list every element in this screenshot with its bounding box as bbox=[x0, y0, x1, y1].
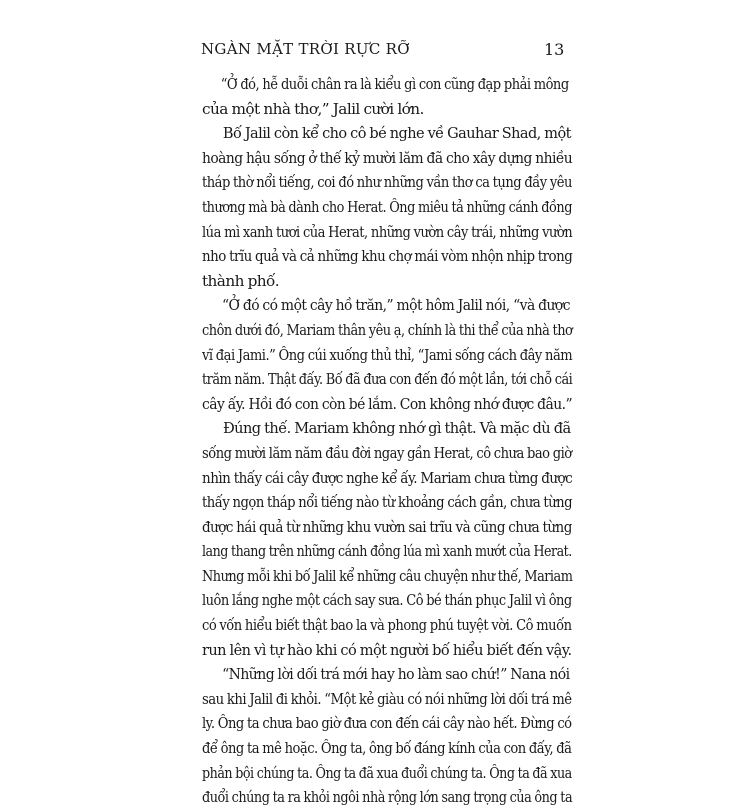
text-line: “Ở đó có một cây hồ trăn,” một hôm Jalil nói, “và được bbox=[221, 296, 570, 315]
text-line: nhìn thấy cái cây được nghe kể ấy. Mariam chưa từng được bbox=[202, 468, 573, 487]
text-line: lúa mì xanh tươi của Herat, những vườn cây trái, những vườn bbox=[202, 222, 573, 241]
text-line: trăm năm. Thật đấy. Bố đã đưa con đến đó một lần, tới chỗ cái bbox=[202, 370, 573, 389]
text-line: thấy ngọn tháp nổi tiếng nào từ khoảng cách gần, chưa từng bbox=[202, 493, 573, 512]
text-line: của một nhà thơ,” Jalil cười lớn. bbox=[202, 99, 424, 118]
text-line: vĩ đại Jami.” Ông cúi xuống thủ thỉ, “Jami sống cách đây năm bbox=[202, 345, 573, 364]
text-line: “Ở đó, hễ duỗi chân ra là kiểu gì con cũng đạp phải mông bbox=[220, 75, 569, 93]
text-line: sau khi Jalil đi khỏi. “Một kẻ giàu có nói những lời dối trá mê bbox=[202, 689, 572, 708]
text-line: “Những lời dối trá mới hay ho làm sao chứ!” Nana nói bbox=[222, 665, 570, 684]
text-line: Đúng thế. Mariam không nhớ gì thật. Và mặc dù đã bbox=[222, 419, 571, 438]
running-head-title: NGÀN MẶT TRỜI RỰC RỠ bbox=[201, 40, 410, 58]
text-line: ly. Ông ta chưa bao giờ đưa con đến cái cây nào hết. Đừng có bbox=[202, 714, 572, 733]
text-line: cây ấy. Hồi đó con còn bé lắm. Con không nhớ được đâu.” bbox=[202, 394, 573, 413]
text-line: sống mười lăm năm đầu đời ngay gần Herat, cô chưa bao giờ bbox=[202, 443, 572, 462]
text-line: Bố Jalil còn kể cho cô bé nghe về Gauhar Shad, một bbox=[222, 124, 571, 143]
body-text bbox=[202, 72, 572, 810]
text-line: Nhưng mỗi khi bố Jalil kể những câu chuyện như thế, Mariam bbox=[202, 566, 573, 585]
text-line: hoàng hậu sống ở thế kỷ mười lăm đã cho xây dựng nhiều bbox=[202, 148, 573, 167]
text-line: nho trĩu quả và cả những khu chợ mái vòm nhộn nhịp trong bbox=[202, 247, 573, 266]
text-line: phản bội chúng ta. Ông ta đã xua đuổi chúng ta. Ông ta đã xua bbox=[202, 763, 572, 782]
page-number: 13 bbox=[544, 40, 565, 59]
text-line: được hái quả từ những khu vườn sai trĩu và cũng chưa từng bbox=[202, 517, 572, 536]
text-line: tháp thờ nổi tiếng, coi đó như những vần thơ ca tụng đầy yêu bbox=[202, 173, 572, 192]
text-line: thành phố. bbox=[202, 271, 280, 290]
text-line: run lên vì tự hào khi có một người bố hiểu biết đến vậy. bbox=[202, 640, 572, 659]
text-line: luôn lắng nghe một cách say sưa. Cô bé thán phục Jalil vì ông bbox=[202, 591, 572, 610]
text-line: lang thang trên những cánh đồng lúa mì xanh mướt của Herat. bbox=[202, 542, 572, 561]
text-line: đuổi chúng ta ra khỏi ngôi nhà rộng lớn sang trọng của ông ta bbox=[202, 788, 573, 807]
text-line: thương mà bà dành cho Herat. Ông miêu tả những cánh đồng bbox=[202, 197, 572, 216]
text-line: chôn dưới đó, Mariam thân yêu ạ, chính là thi thể của nhà thơ bbox=[202, 320, 573, 339]
text-line: có vốn hiểu biết thật bao la và phong phú tuyệt vời. Cô muốn bbox=[202, 616, 572, 635]
text-line: để ông ta mê hoặc. Ông ta, ông bố đáng kính của con đấy, đã bbox=[202, 739, 572, 758]
